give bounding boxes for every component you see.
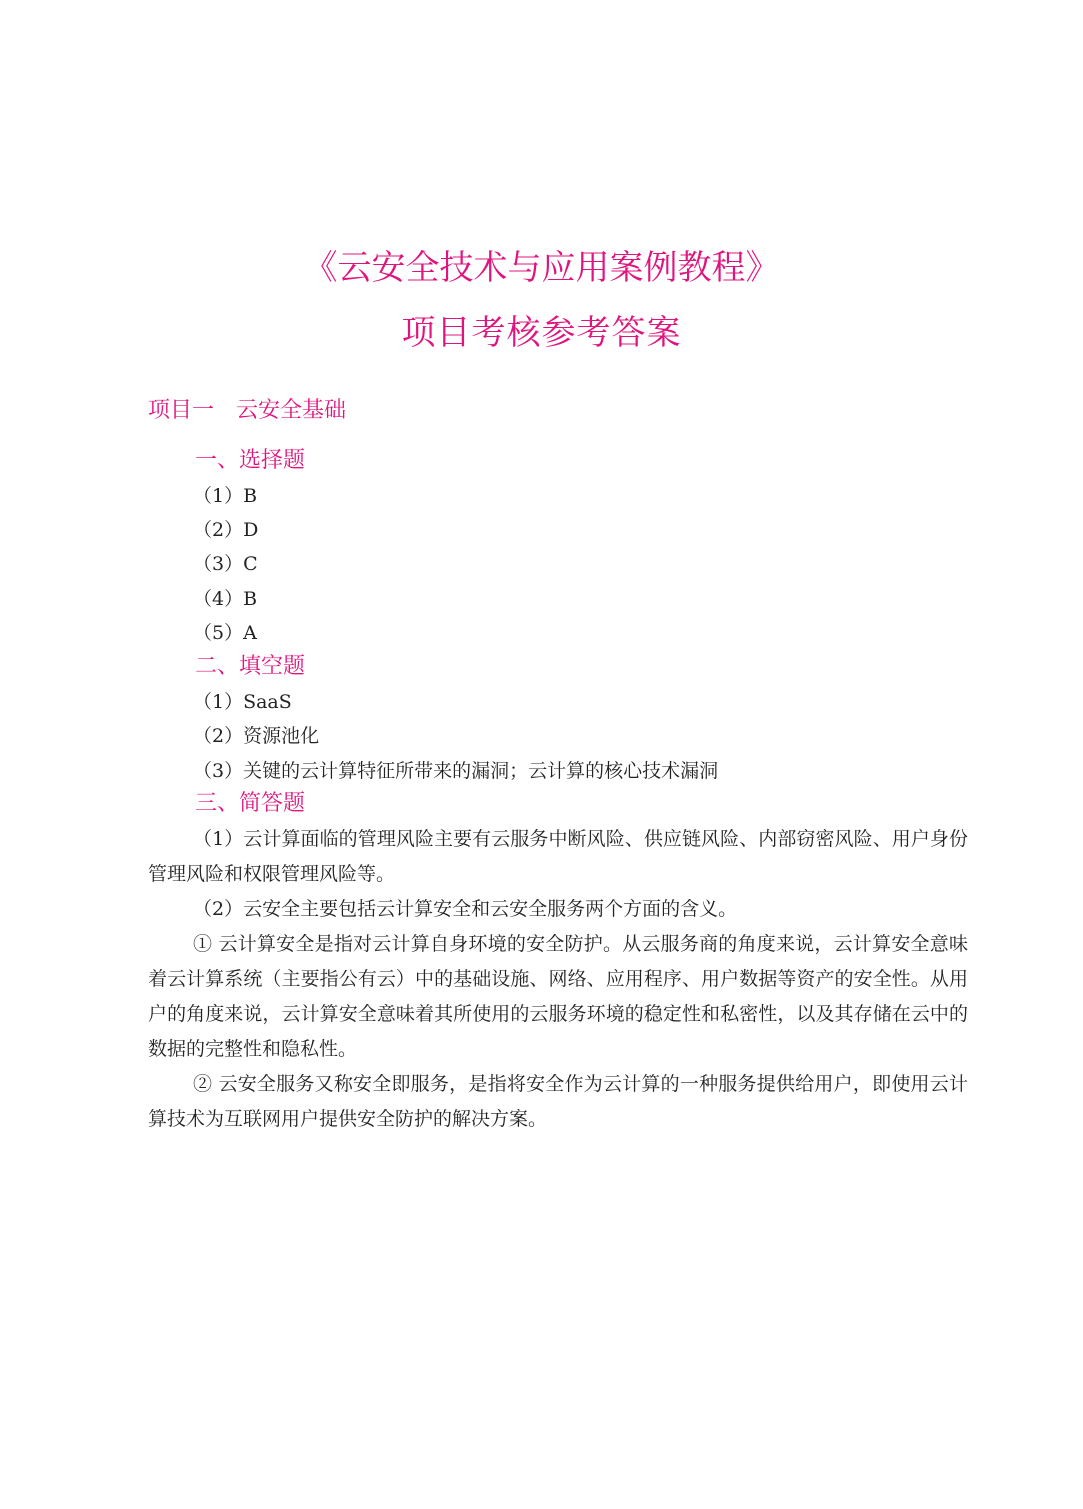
choice-answer-3: （3）C xyxy=(193,553,258,575)
short-answer-2: （2）云安全主要包括云计算安全和云安全服务两个方面的含义。 xyxy=(193,898,738,920)
choice-answer-5: （5）A xyxy=(193,622,257,644)
short-answer-1: （1）云计算面临的管理风险主要有云服务中断风险、供应链风险、内部窃密风险、用户身份管理风险和权限管理风险等。 xyxy=(148,828,968,885)
fill-answer-1: （1）SaaS xyxy=(193,691,292,713)
fill-answer-2: （2）资源池化 xyxy=(193,725,320,747)
section-heading-short: 三、简答题 xyxy=(195,791,306,816)
section-heading-choice: 一、选择题 xyxy=(195,448,306,473)
choice-answer-1: （1）B xyxy=(193,485,258,507)
project-heading: 项目一 云安全基础 xyxy=(148,398,347,423)
fill-answer-3: （3）关键的云计算特征所带来的漏洞；云计算的核心技术漏洞 xyxy=(193,760,719,782)
short-answer-2-point-2: ② 云安全服务又称安全即服务，是指将安全作为云计算的一种服务提供给用户，即使用云计算技术为互联网用户提供安全防护的解决方案。 xyxy=(148,1073,968,1130)
choice-answer-2: （2）D xyxy=(193,519,259,541)
document-subtitle: 项目考核参考答案 xyxy=(401,313,682,353)
short-answer-2-point-1: ① 云计算安全是指对云计算自身环境的安全防护。从云服务商的角度来说，云计算安全意味着云计算系统（主要指公有云）中的基础设施、网络、应用程序、用户数据等资产的安全性。从用户的角度来说，云计算安全意味着其所使用的云服务环境的稳定性和私密性，以及其存储在云中的数据的完整性和隐私性。 xyxy=(148,933,968,1060)
document-title: 《云安全技术与应用案例教程》 xyxy=(303,248,780,288)
choice-answer-4: （4）B xyxy=(193,588,258,610)
section-heading-fill: 二、填空题 xyxy=(195,654,306,679)
